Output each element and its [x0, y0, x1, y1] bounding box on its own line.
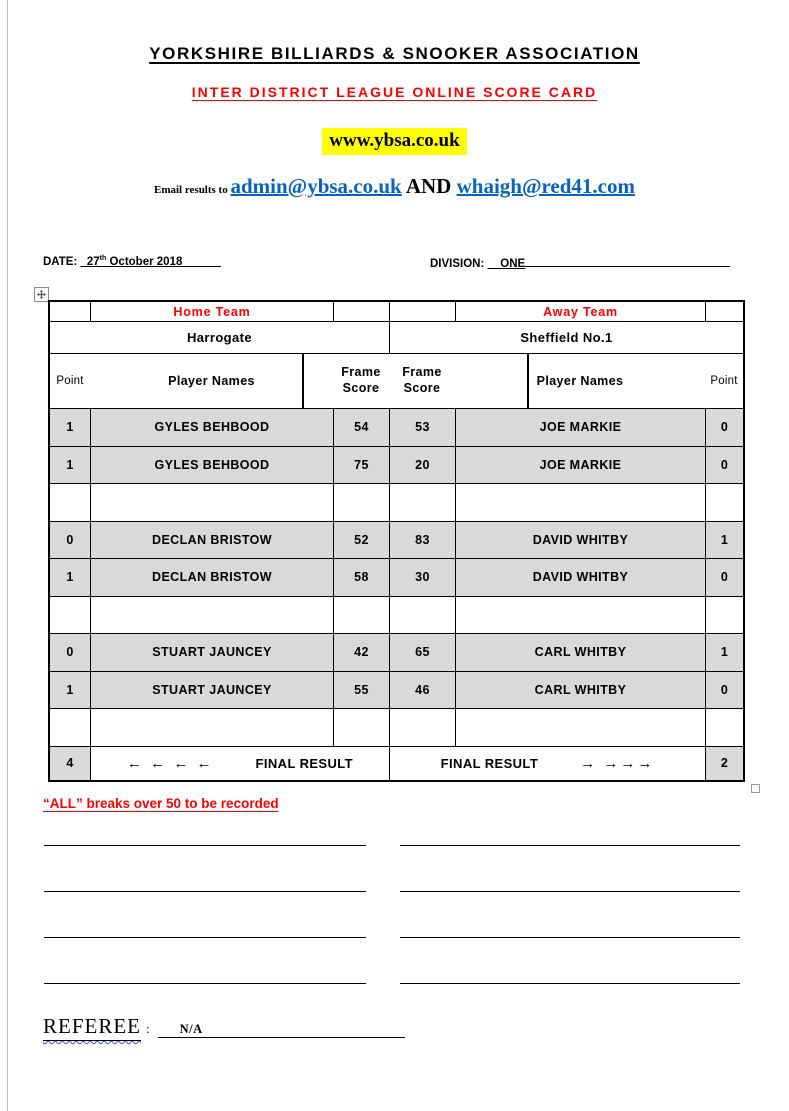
header-divider	[302, 353, 304, 408]
break-entry-line	[44, 891, 366, 892]
page-subtitle: INTER DISTRICT LEAGUE ONLINE SCORE CARD	[191, 84, 598, 100]
empty-cell	[333, 708, 389, 746]
home-score-cell: 55	[333, 671, 389, 709]
empty-cell	[455, 708, 705, 746]
home-score-cell: 75	[333, 446, 389, 484]
away-team-name: Sheffield No.1	[389, 321, 743, 353]
empty-cell	[50, 596, 90, 634]
blank-cell	[389, 302, 455, 321]
home-point-cell: 0	[50, 521, 90, 559]
empty-cell	[389, 483, 455, 521]
away-score-cell: 20	[389, 446, 455, 484]
referee-field	[43, 1014, 405, 1041]
email-prefix-label: Email results to	[153, 184, 231, 196]
breaks-note: “ALL” breaks over 50 to be recorded	[43, 796, 279, 811]
corner-cell	[50, 302, 90, 321]
home-final-points: 4	[50, 746, 90, 780]
away-score-cell: 53	[389, 408, 455, 446]
table-resize-handle[interactable]	[751, 784, 760, 793]
home-point-cell: 1	[50, 446, 90, 484]
break-entry-line	[400, 845, 740, 846]
home-point-cell: 1	[50, 408, 90, 446]
move-arrows-icon	[37, 290, 46, 299]
break-entry-line	[400, 937, 740, 938]
home-frame-score-header: Frame Score	[333, 353, 389, 408]
home-player-cell: STUART JAUNCEY	[90, 633, 333, 671]
home-score-cell: 58	[333, 558, 389, 596]
home-point-cell: 1	[50, 558, 90, 596]
empty-cell	[705, 708, 743, 746]
home-point-header: Point	[50, 353, 90, 408]
referee-value-line: N/A	[158, 1022, 405, 1038]
home-player-cell: STUART JAUNCEY	[90, 671, 333, 709]
right-arrows-icon: → →→→	[580, 754, 655, 772]
page-margin-guide	[7, 0, 8, 1111]
email-link-whaigh[interactable]: whaigh@red41.com	[456, 174, 635, 198]
home-final-result-cell	[90, 746, 389, 780]
home-player-cell: GYLES BEHBOOD	[90, 446, 333, 484]
away-final-result-cell	[389, 746, 705, 780]
away-point-cell: 1	[705, 633, 743, 671]
away-final-points: 2	[705, 746, 743, 780]
empty-cell	[705, 596, 743, 634]
date-value: _27th October 2018______	[80, 255, 221, 268]
home-player-names-header: Player Names	[90, 353, 333, 408]
away-team-label: Away Team	[455, 302, 705, 321]
away-player-cell: CARL WHITBY	[455, 671, 705, 709]
away-point-cell: 0	[705, 671, 743, 709]
empty-cell	[90, 708, 333, 746]
empty-cell	[333, 483, 389, 521]
page-title: YORKSHIRE BILLIARDS & SNOOKER ASSOCIATION	[149, 44, 640, 63]
referee-label: REFEREE	[43, 1014, 141, 1041]
break-entry-line	[44, 983, 366, 984]
away-player-names-header: Player Names	[455, 353, 705, 408]
home-player-cell: DECLAN BRISTOW	[90, 521, 333, 559]
empty-cell	[705, 483, 743, 521]
division-field	[430, 255, 730, 270]
empty-cell	[333, 596, 389, 634]
date-label: DATE:	[43, 255, 81, 268]
home-score-cell: 52	[333, 521, 389, 559]
empty-cell	[389, 708, 455, 746]
blank-cell	[705, 302, 743, 321]
empty-cell	[90, 596, 333, 634]
break-entry-line	[400, 983, 740, 984]
away-score-cell: 83	[389, 521, 455, 559]
home-final-result-label: FINAL RESULT	[255, 755, 353, 771]
home-player-cell: DECLAN BRISTOW	[90, 558, 333, 596]
email-instructions	[0, 174, 789, 199]
away-player-cell: DAVID WHITBY	[455, 558, 705, 596]
away-score-cell: 46	[389, 671, 455, 709]
email-and-label: AND	[401, 174, 457, 198]
empty-cell	[50, 708, 90, 746]
away-frame-score-header: Frame Score	[389, 353, 455, 408]
away-point-cell: 0	[705, 446, 743, 484]
away-point-cell: 1	[705, 521, 743, 559]
empty-cell	[90, 483, 333, 521]
email-link-admin[interactable]: admin@ybsa.co.uk	[230, 174, 402, 198]
away-player-cell: DAVID WHITBY	[455, 521, 705, 559]
empty-cell	[389, 596, 455, 634]
referee-colon: :	[146, 1021, 150, 1036]
table-move-handle-icon[interactable]	[34, 287, 49, 302]
website-row	[0, 128, 789, 155]
header-divider	[527, 353, 529, 408]
division-blank-line	[525, 255, 730, 267]
blank-cell	[333, 302, 389, 321]
away-score-cell: 65	[389, 633, 455, 671]
away-player-cell: JOE MARKIE	[455, 446, 705, 484]
home-score-cell: 42	[333, 633, 389, 671]
division-value: __ONE	[487, 258, 526, 270]
home-team-label: Home Team	[90, 302, 333, 321]
home-point-cell: 0	[50, 633, 90, 671]
break-entry-line	[44, 937, 366, 938]
website-highlight: www.ybsa.co.uk	[322, 128, 466, 155]
home-point-cell: 1	[50, 671, 90, 709]
away-point-cell: 0	[705, 558, 743, 596]
empty-cell	[455, 596, 705, 634]
empty-cell	[455, 483, 705, 521]
home-score-cell: 54	[333, 408, 389, 446]
date-field	[43, 255, 221, 268]
away-player-cell: JOE MARKIE	[455, 408, 705, 446]
left-arrows-icon: ← ← ← ←	[127, 754, 214, 772]
away-player-cell: CARL WHITBY	[455, 633, 705, 671]
break-entry-line	[400, 891, 740, 892]
home-player-cell: GYLES BEHBOOD	[90, 408, 333, 446]
away-final-result-label: FINAL RESULT	[440, 755, 539, 771]
division-label: DIVISION:	[430, 258, 488, 270]
away-score-cell: 30	[389, 558, 455, 596]
score-table	[48, 300, 745, 782]
home-team-name: Harrogate	[50, 321, 389, 353]
away-point-header: Point	[705, 353, 743, 408]
away-point-cell: 0	[705, 408, 743, 446]
empty-cell	[50, 483, 90, 521]
break-entry-line	[44, 845, 366, 846]
